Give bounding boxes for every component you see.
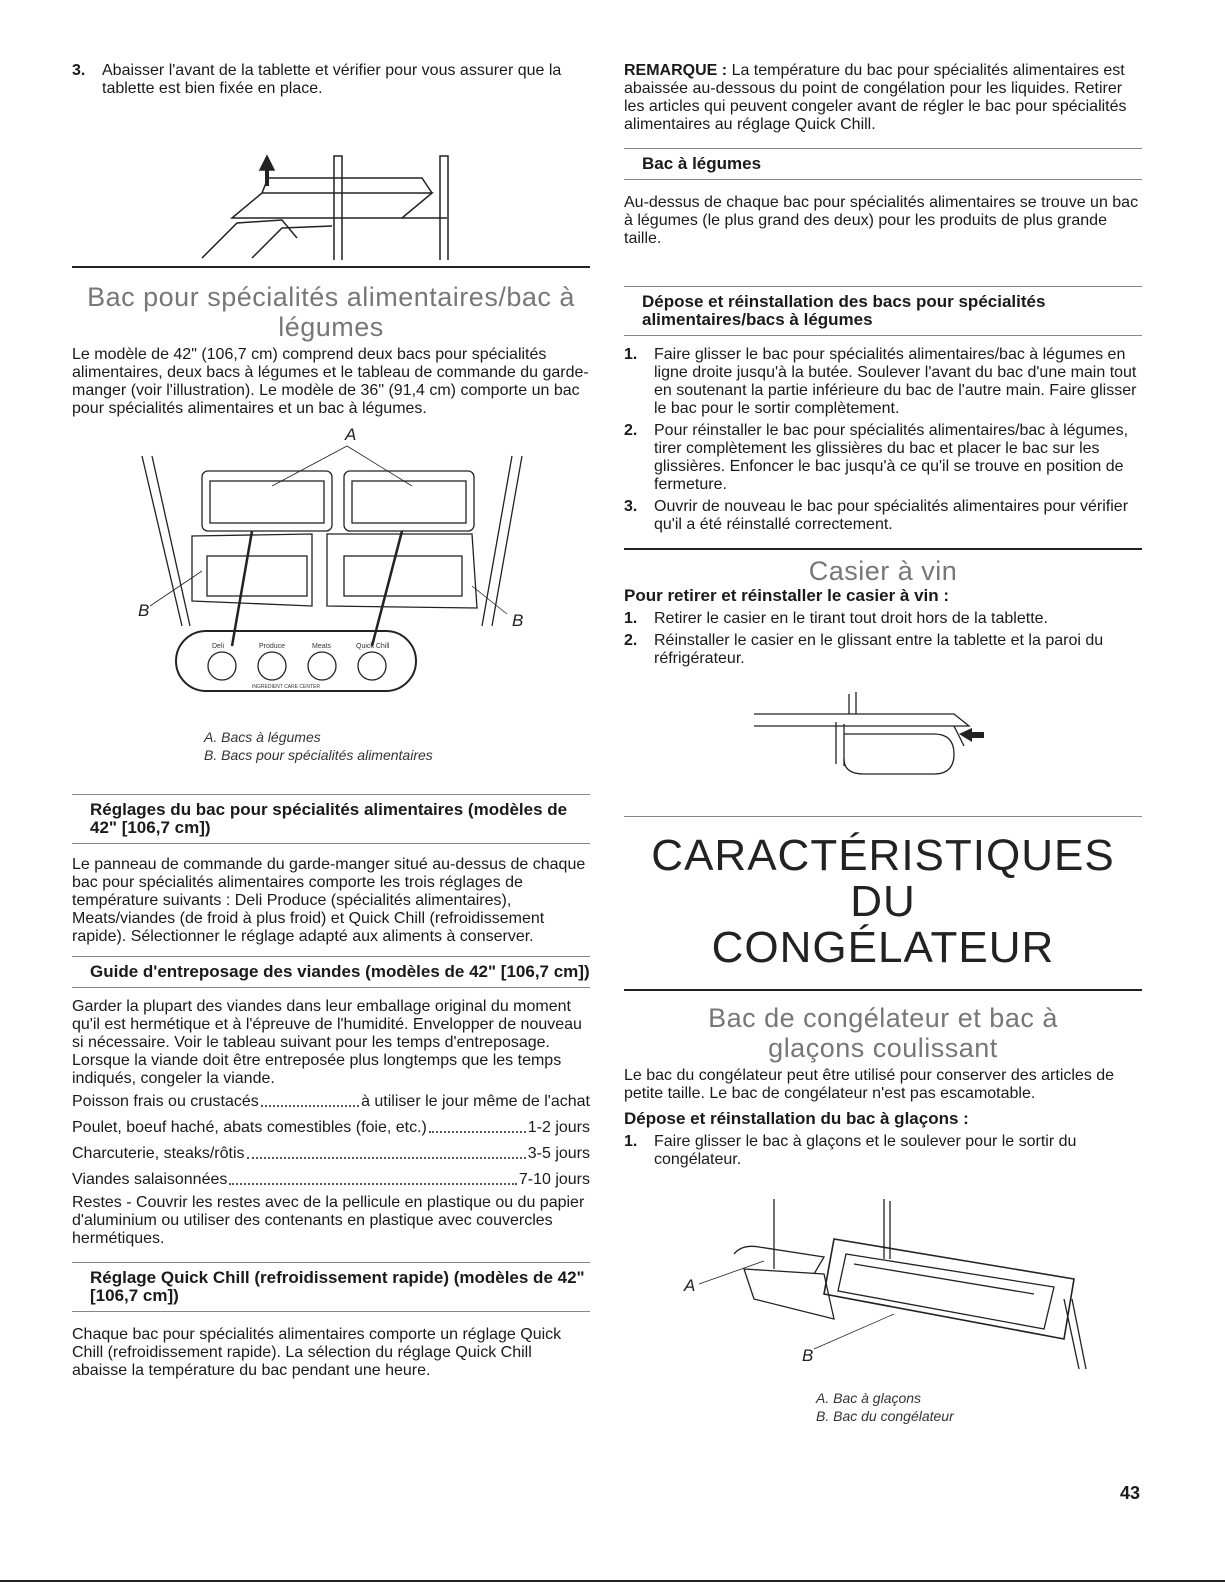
- page-number: 43: [1119, 1483, 1140, 1503]
- caption2-b: B. Bac du congélateur: [816, 1408, 954, 1424]
- wine-heading: Pour retirer et réinstaller le casier à vin :: [624, 586, 950, 605]
- page-bottom-rule: [0, 1580, 1225, 1582]
- removal-step: 2. Pour réinstaller le bac pour spécialités alimentaires/bac à légumes, tirer complètement les glissières du bac et placer le bac sur les glissières. Enfoncer le bac jusqu'à ce qu'il se trouve en position de fermeture.: [624, 422, 1129, 493]
- removal-step: 3. Ouvrir de nouveau le bac pour spécialités alimentaires pour vérifier qu'il a été réinstallé correctement.: [624, 498, 1129, 533]
- section-rule: [624, 548, 1142, 550]
- fig-label-b-right: B: [512, 611, 524, 630]
- freezer-bin-illustration: [624, 1179, 1142, 1389]
- remark-label: REMARQUE :: [624, 62, 728, 79]
- arrow-icon: [959, 728, 984, 742]
- remark: [624, 62, 1142, 134]
- subheading-meat-guide: Guide d'entreposage des viandes (modèles de 42" [106,7 cm]): [72, 956, 590, 988]
- storage-table: [72, 1092, 590, 1190]
- wine-rack-illustration: [624, 674, 1142, 786]
- section-rule: [72, 266, 590, 268]
- section-rule: [624, 989, 1142, 991]
- subheading-removal: Dépose et réinstallation des bacs pour spécialités alimentaires/bacs à légumes: [624, 286, 1142, 336]
- crisper-text: Au-dessus de chaque bac pour spécialités alimentaires se trouve un bac à légumes (le plus grand des deux) pour les produits de plus grande taille.: [624, 194, 1139, 247]
- freezer-caption: [816, 1389, 1142, 1425]
- panel-label-deli: Deli: [212, 643, 225, 650]
- panel-label-meats: Meats: [312, 643, 332, 650]
- section-title-wine-rack: Casier à vin: [808, 556, 958, 586]
- fig2-label-b: B: [802, 1346, 814, 1365]
- bins-illustration: [72, 426, 590, 726]
- section-intro: Le modèle de 42" (106,7 cm) comprend deux bacs pour spécialités alimentaires, deux bacs à légumes et le tableau de commande du garde-manger (voir l'illustration). Le modèle de 36" (91,4 cm) comporte un bac pour spécialités alimentaires et un bac à légumes.: [72, 346, 589, 417]
- settings-text: Le panneau de commande du garde-manger situé au-dessus de chaque bac pour spécialités alimentaires comporte les trois réglages de température suivants : Deli Produce (spécialités alimentaires), Meats/viandes (de froid à plus froid) et Quick Chill (refroidissement rapide). Sélectionner le réglage adapté aux aliments à conserver.: [72, 856, 586, 945]
- freezer-text: Le bac du congélateur peut être utilisé pour conserver des articles de petite taille. Le bac de congélateur n'est pas escamotable.: [624, 1067, 1115, 1102]
- step-text: Abaisser l'avant de la tablette et vérifier pour vous assurer que la tablette est bien fixée en place.: [102, 62, 562, 97]
- removal-step: 1. Faire glisser le bac pour spécialités alimentaires/bac à légumes en ligne droite jusqu'à la butée. Soulever l'avant du bac d'une main tout en soutenant la partie inférieure du bac de l'autre main. Faire glisser le bac pour le sortir complètement.: [624, 346, 1137, 417]
- wine-steps: [624, 610, 1142, 668]
- remark-text: La température du bac pour spécialités alimentaires est abaissée au-dessous du point de congélation pour les liquides. Retirer les articles qui peuvent congeler avant de régler le bac pour spécialités alimentaires au réglage Quick Chill.: [624, 62, 1127, 133]
- storage-row: Charcuterie, steaks/rôtis 3-5 jours: [72, 1145, 590, 1162]
- panel-footer: INGREDIENT CARE CENTER: [252, 684, 320, 690]
- wine-step: 2. Réinstaller le casier en le glissant entre la tablette et la paroi du réfrigérateur.: [624, 632, 1104, 667]
- ice-heading: Dépose et réinstallation du bac à glaçons :: [624, 1109, 969, 1128]
- removal-steps: [624, 346, 1142, 534]
- caption2-a: A. Bac à glaçons: [816, 1390, 922, 1406]
- big-title-line2: CONGÉLATEUR: [711, 923, 1055, 972]
- fig-label-b-left: B: [138, 601, 150, 620]
- subheading-quick-chill: Réglage Quick Chill (refroidissement rapide) (modèles de 42" [106,7 cm]): [72, 1262, 590, 1312]
- wine-step: 1. Retirer le casier en le tirant tout droit hors de la tablette.: [624, 610, 1048, 627]
- bins-caption: [204, 728, 590, 764]
- leftovers-text: Restes - Couvrir les restes avec de la pellicule en plastique ou du papier d'aluminium ou utiliser des contenants en plastique avec couvercles hermétiques.: [72, 1194, 585, 1247]
- step-3: [72, 62, 590, 98]
- panel-label-produce: Produce: [259, 643, 286, 650]
- quick-chill-text: Chaque bac pour spécialités alimentaires comporte un réglage Quick Chill (refroidissement rapide). La sélection du réglage Quick Chill abaisse la température du bac pendant une heure.: [72, 1326, 562, 1379]
- divider: [624, 816, 1142, 817]
- ice-step: 1. Faire glisser le bac à glaçons et le soulever pour le sortir du congélateur.: [624, 1133, 1077, 1168]
- fig2-label-a: A: [684, 1276, 696, 1295]
- caption-b: B. Bacs pour spécialités alimentaires: [204, 747, 433, 763]
- subheading-crisper: Bac à légumes: [624, 148, 1142, 180]
- meat-guide-text: Garder la plupart des viandes dans leur emballage original du moment qu'il est hermétique et à l'épreuve de l'humidité. Envelopper de nouveau si nécessaire. Voir le tableau suivant pour les temps d'entreposage. Lorsque la viande doit être entreposée plus longtemps que les temps indiqués, congeler la viande.: [72, 998, 582, 1087]
- subheading-settings: Réglages du bac pour spécialités alimentaires (modèles de 42" [106,7 cm]): [72, 794, 590, 844]
- big-title-line1: CARACTÉRISTIQUES DU: [651, 831, 1115, 926]
- storage-row: Viandes salaisonnées 7-10 jours: [72, 1171, 590, 1188]
- storage-row: Poisson frais ou crustacés à utiliser le jour même de l'achat: [72, 1093, 590, 1110]
- storage-row: Poulet, boeuf haché, abats comestibles (foie, etc.) 1-2 jours: [72, 1119, 590, 1136]
- panel-label-quick-chill: Quick Chill: [356, 643, 390, 650]
- right-column: [624, 62, 1142, 1425]
- fig-label-a: A: [345, 426, 357, 444]
- shelf-illustration: [72, 108, 590, 260]
- caption-a: A. Bacs à légumes: [204, 729, 321, 745]
- step-number: 3.: [72, 62, 86, 79]
- section-title-specialty-bins: Bac pour spécialités alimentaires/bac à légumes: [87, 282, 575, 342]
- section-title-freezer: Bac de congélateur et bac à glaçons coulissant: [708, 1003, 1058, 1063]
- left-column: [72, 62, 590, 1380]
